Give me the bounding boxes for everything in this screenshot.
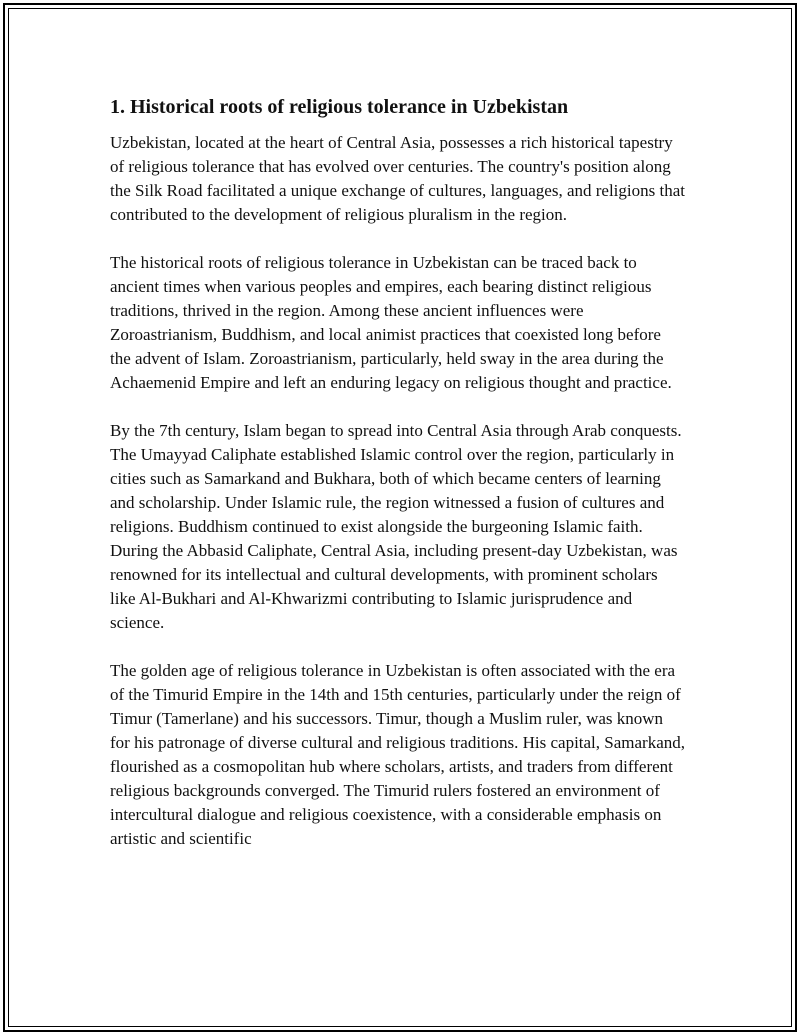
- document-body: [110, 93, 685, 875]
- paragraph-islamic-spread: By the 7th century, Islam began to spread into Central Asia through Arab conquests. The Umayyad Caliphate established Islamic control over the region, particularly in cities such as Samarkand and Bukhara, both of which became centers of learning and scholarship. Under Islamic rule, the region witnessed a fusion of cultures and religions. Buddhism continued to exist alongside the burgeoning Islamic faith. During the Abbasid Caliphate, Central Asia, including present-day Uzbekistan, was renowned for its intellectual and cultural developments, with prominent scholars like Al-Bukhari and Al-Khwarizmi contributing to Islamic jurisprudence and science.: [110, 421, 682, 632]
- paragraph-intro: Uzbekistan, located at the heart of Central Asia, possesses a rich historical tapestry of religious tolerance that has evolved over centuries. The country's position along the Silk Road facilitated a unique exchange of cultures, languages, and religions that contributed to the development of religious pluralism in the region.: [110, 133, 685, 224]
- paragraph-timurid-era: The golden age of religious tolerance in Uzbekistan is often associated with the era of the Timurid Empire in the 14th and 15th centuries, particularly under the reign of Timur (Tamerlane) and his successors. Timur, though a Muslim ruler, was known for his patronage of diverse cultural and religious traditions. His capital, Samarkand, flourished as a cosmopolitan hub where scholars, artists, and traders from different religious backgrounds converged. The Timurid rulers fostered an environment of intercultural dialogue and religious coexistence, with a considerable emphasis on artistic and scientific: [110, 661, 686, 848]
- section-heading: 1. Historical roots of religious tolerance in Uzbekistan: [110, 96, 569, 118]
- paragraph-ancient-roots: The historical roots of religious tolerance in Uzbekistan can be traced back to ancient times when various peoples and empires, each bearing distinct religious traditions, thrived in the region. Among these ancient influences were Zoroastrianism, Buddhism, and local animist practices that coexisted long before the advent of Islam. Zoroastrianism, particularly, held sway in the area during the Achaemenid Empire and left an enduring legacy on religious thought and practice.: [110, 253, 672, 392]
